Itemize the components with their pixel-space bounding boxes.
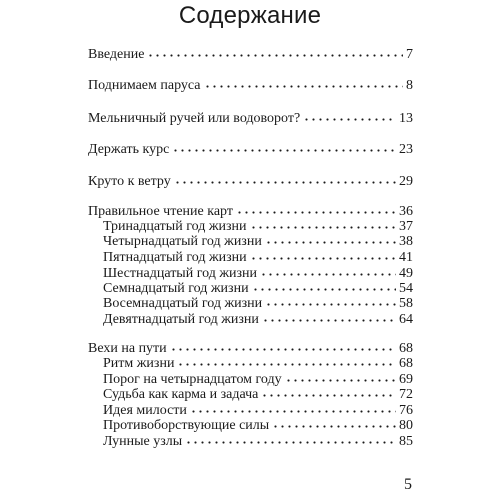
leader-dots	[252, 284, 396, 294]
toc-entry	[88, 110, 413, 128]
leader-dots	[260, 269, 396, 279]
toc-entry-page: 54	[399, 281, 413, 296]
toc-entry-page: 7	[406, 47, 413, 62]
leader-dots	[185, 437, 396, 447]
toc-entry-label: Девятнадцатый год жизни	[103, 312, 259, 327]
toc-entry-page: 29	[399, 174, 413, 189]
toc-entry-page: 72	[399, 387, 413, 402]
toc-entry-page: 85	[399, 434, 413, 449]
toc-entry-label: Восемнадцатый год жизни	[103, 296, 263, 311]
toc-entry-label: Противоборствующие силы	[103, 418, 270, 433]
toc-entry-label: Порог на четырнадцатом году	[103, 372, 282, 387]
toc-entry-label: Вехи на пути	[88, 341, 167, 356]
leader-dots	[190, 406, 396, 416]
leader-dots	[265, 299, 396, 309]
toc-entry-page: 69	[399, 372, 413, 387]
toc-entry	[88, 77, 413, 95]
toc-entry-label: Тринадцатый год жизни	[103, 219, 247, 234]
toc-entry-label: Семнадцатый год жизни	[103, 281, 249, 296]
toc-entry	[88, 141, 413, 159]
leader-dots	[170, 344, 396, 354]
toc-entry-label: Поднимаем паруса	[88, 78, 201, 93]
toc-entry-label: Правильное чтение карт	[88, 204, 233, 219]
toc-entry-label: Ритм жизни	[103, 356, 175, 371]
toc-entry-page: 37	[399, 219, 413, 234]
leader-dots	[236, 207, 396, 217]
leader-dots	[172, 145, 396, 155]
toc-entry-page: 68	[399, 341, 413, 356]
toc-entry-label: Четырнадцатый год жизни	[103, 234, 262, 249]
page-title: Содержание	[178, 2, 322, 29]
toc-entry-label: Судьба как карма и задача	[103, 387, 259, 402]
toc-entry-label: Лунные узлы	[103, 434, 183, 449]
toc-entry-page: 64	[399, 312, 413, 327]
leader-dots	[250, 253, 396, 263]
leader-dots	[174, 177, 396, 187]
toc-subentry	[103, 311, 413, 329]
toc-entry-label: Введение	[88, 47, 145, 62]
toc-entry-label: Мельничный ручей или водоворот?	[88, 111, 301, 126]
leader-dots	[265, 237, 396, 247]
toc-entry-page: 41	[399, 250, 413, 265]
toc-entry-page: 38	[399, 234, 413, 249]
toc-entry-page: 23	[399, 142, 413, 157]
toc-subentry	[103, 433, 413, 451]
toc-entry	[88, 46, 413, 64]
toc-entry-page: 8	[406, 78, 413, 93]
toc-entry-page: 13	[399, 111, 413, 126]
toc-entry-page: 80	[399, 418, 413, 433]
leader-dots	[204, 81, 404, 91]
leader-dots	[250, 222, 397, 232]
toc-entry-page: 58	[399, 296, 413, 311]
leader-dots	[285, 375, 396, 385]
leader-dots	[261, 390, 396, 400]
toc-entry-label: Круто к ветру	[88, 174, 171, 189]
leader-dots	[177, 359, 396, 369]
toc-entry-page: 36	[399, 204, 413, 219]
leader-dots	[303, 114, 396, 124]
leader-dots	[147, 50, 403, 60]
toc-entry-page: 68	[399, 356, 413, 371]
toc-entry-label: Шестнадцатый год жизни	[103, 266, 257, 281]
toc-entry-label: Пятнадцатый год жизни	[103, 250, 247, 265]
leader-dots	[272, 421, 396, 431]
page-number: 5	[404, 476, 412, 493]
toc-entry-label: Идея милости	[103, 403, 187, 418]
toc-entry-label: Держать курс	[88, 142, 170, 157]
toc-entry-page: 49	[399, 266, 413, 281]
toc-entry	[88, 173, 413, 191]
leader-dots	[262, 315, 396, 325]
toc-entry-page: 76	[399, 403, 413, 418]
